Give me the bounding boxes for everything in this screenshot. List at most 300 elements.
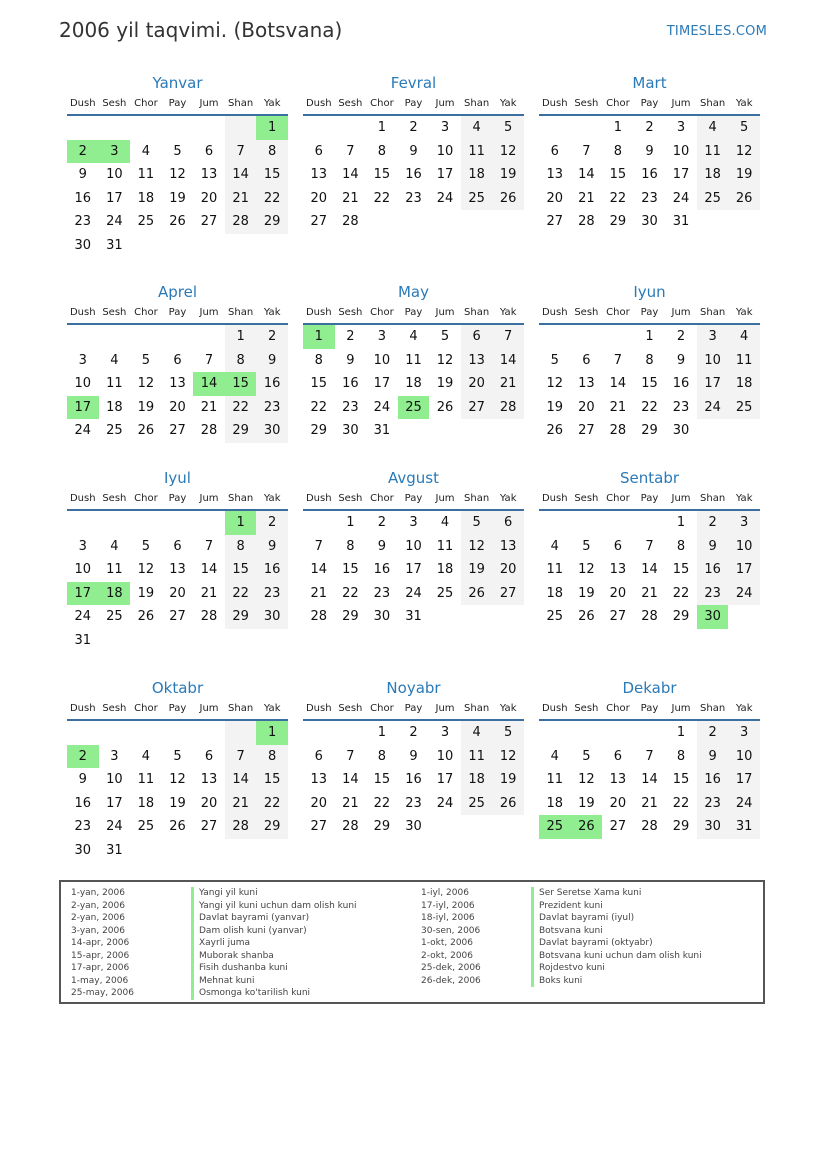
empty-cell (634, 511, 666, 535)
day-cell: 16 (697, 768, 729, 792)
empty-cell (193, 325, 225, 349)
page-title: 2006 yil taqvimi. (Botsvana) (59, 18, 343, 42)
day-cell: 8 (613, 143, 623, 159)
day-cell: 25 (728, 396, 760, 420)
weekday-label: Shan (464, 493, 490, 504)
day-cell: 19 (169, 795, 186, 811)
week-row (67, 187, 288, 211)
day-cell: 6 (492, 511, 524, 535)
day-cell: 31 (373, 423, 391, 439)
weekday-header (67, 489, 288, 511)
empty-cell (99, 629, 131, 653)
day-cell: 1 (225, 325, 257, 349)
day-cell: 9 (409, 748, 418, 764)
day-cell: 25 (137, 819, 155, 835)
day-cell: 30 (697, 815, 729, 839)
empty-cell (67, 325, 99, 349)
weekday-label: Pay (404, 703, 423, 714)
month-name: Iyun (633, 283, 666, 301)
day-cell: 3 (409, 515, 418, 530)
empty-cell (162, 325, 194, 349)
day-cell: 15 (672, 562, 690, 578)
legend-date: 2-okt, 2006 (421, 950, 474, 961)
day-cell: 20 (609, 795, 627, 811)
day-cell: 18 (99, 582, 131, 606)
day-cell: 29 (256, 815, 288, 839)
empty-cell (67, 116, 99, 140)
day-cell: 13 (609, 772, 627, 788)
month-name: May (397, 283, 429, 301)
day-cell: 5 (582, 538, 591, 554)
day-cell: 11 (461, 140, 493, 164)
week-row (303, 163, 524, 187)
day-cell: 21 (225, 792, 257, 816)
week-row (303, 815, 524, 839)
day-cell: 23 (672, 399, 690, 415)
legend-holiday-name: Dam olish kuni (yanvar) (191, 925, 357, 938)
day-cell: 13 (578, 376, 595, 392)
day-cell: 29 (672, 609, 690, 625)
day-cell: 6 (204, 748, 214, 764)
day-cell: 19 (728, 163, 760, 187)
day-cell: 24 (74, 423, 92, 439)
weekday-label: Dush (305, 703, 332, 714)
day-cell: 26 (578, 609, 595, 625)
day-cell: 11 (137, 167, 155, 183)
week-row (539, 325, 760, 349)
day-cell: 26 (137, 609, 155, 625)
week-row (303, 349, 524, 373)
day-cell: 21 (609, 399, 627, 415)
day-cell: 1 (613, 120, 623, 135)
month-name: Sentabr (619, 469, 680, 487)
day-cell: 3 (728, 721, 760, 745)
month-oktabr (67, 677, 288, 863)
day-cell: 23 (74, 214, 92, 230)
day-cell: 23 (373, 585, 391, 601)
day-cell: 19 (436, 376, 454, 392)
day-cell: 13 (310, 167, 328, 183)
day-cell: 28 (492, 396, 524, 420)
day-cell: 18 (137, 795, 155, 811)
day-cell: 15 (225, 558, 257, 582)
day-cell: 16 (74, 795, 92, 811)
day-cell: 18 (461, 768, 493, 792)
empty-cell (398, 210, 430, 234)
month-dekabr (539, 677, 760, 839)
day-cell: 5 (728, 116, 760, 140)
day-cell: 6 (582, 352, 591, 368)
day-cell: 20 (578, 399, 595, 415)
day-cell: 11 (106, 562, 123, 578)
empty-cell (492, 419, 524, 443)
empty-cell (193, 234, 225, 258)
day-cell: 6 (204, 143, 214, 159)
day-cell: 4 (550, 538, 559, 554)
empty-cell (130, 721, 162, 745)
day-cell: 9 (78, 167, 87, 183)
empty-cell (539, 721, 571, 745)
week-row (539, 558, 760, 582)
empty-cell (728, 605, 760, 629)
week-row (67, 745, 288, 769)
brand-link[interactable]: TIMESLES.COM (666, 24, 767, 39)
day-cell: 21 (342, 190, 359, 206)
day-cell: 19 (169, 190, 186, 206)
weekday-label: Pay (404, 493, 423, 504)
day-cell: 22 (672, 585, 690, 601)
empty-cell (429, 605, 461, 629)
legend-date: 25-dek, 2006 (421, 963, 481, 973)
week-row (303, 558, 524, 582)
day-cell: 24 (106, 214, 123, 230)
weekday-label: Yak (499, 307, 517, 318)
day-cell: 27 (310, 214, 328, 230)
month-name: Dekabr (622, 679, 677, 697)
day-cell: 15 (310, 376, 328, 392)
day-cell: 20 (310, 190, 328, 206)
weekday-label: Yak (735, 493, 753, 504)
day-cell: 2 (67, 140, 99, 164)
day-cell: 14 (609, 376, 627, 392)
day-cell: 14 (193, 372, 225, 396)
week-row (67, 721, 288, 745)
empty-cell (225, 721, 257, 745)
day-cell: 6 (314, 143, 323, 159)
month-name: Noyabr (386, 679, 441, 697)
weekday-label: Sesh (574, 307, 599, 318)
week-row (539, 605, 760, 629)
day-cell: 4 (550, 748, 559, 764)
weekday-header (303, 94, 524, 116)
month-yanvar (67, 72, 288, 258)
empty-cell (225, 839, 257, 863)
day-cell: 21 (225, 187, 257, 211)
day-cell: 16 (256, 558, 288, 582)
day-cell: 19 (137, 399, 155, 415)
day-cell: 20 (169, 585, 186, 601)
day-cell: 19 (578, 795, 595, 811)
day-cell: 25 (461, 187, 493, 211)
weekday-label: Dush (69, 493, 96, 504)
week-row (67, 140, 288, 164)
day-cell: 25 (539, 815, 571, 839)
day-cell: 15 (256, 768, 288, 792)
week-row (67, 629, 288, 653)
empty-cell (539, 116, 571, 140)
week-row (539, 372, 760, 396)
day-cell: 17 (672, 167, 690, 183)
week-row (303, 582, 524, 606)
day-cell: 3 (377, 329, 387, 344)
day-cell: 5 (461, 511, 493, 535)
legend-dates-left (71, 887, 134, 1000)
day-cell: 28 (578, 214, 595, 230)
weekday-label: Jum (671, 98, 691, 109)
day-cell: 14 (641, 562, 658, 578)
day-cell: 26 (137, 423, 155, 439)
day-cell: 9 (346, 352, 355, 368)
weekday-label: Dush (305, 307, 332, 318)
weekday-header (303, 489, 524, 511)
week-row (539, 210, 760, 234)
day-cell: 7 (346, 143, 355, 159)
weekday-header (539, 303, 760, 325)
week-row (67, 768, 288, 792)
day-cell: 24 (672, 190, 690, 206)
weekday-header (67, 303, 288, 325)
day-cell: 5 (492, 721, 524, 745)
day-cell: 21 (200, 585, 218, 601)
day-cell: 5 (440, 329, 450, 344)
empty-cell (602, 511, 634, 535)
month-may (303, 281, 524, 443)
day-cell: 16 (373, 562, 391, 578)
weekday-label: Dush (541, 307, 568, 318)
weekday-label: Sesh (102, 493, 127, 504)
empty-cell (461, 419, 493, 443)
day-cell: 7 (645, 538, 654, 554)
empty-cell (697, 419, 729, 443)
day-cell: 24 (728, 792, 760, 816)
day-cell: 14 (342, 167, 359, 183)
holiday-legend (59, 880, 765, 1004)
day-cell: 23 (256, 582, 288, 606)
day-cell: 23 (405, 190, 422, 206)
day-cell: 8 (314, 352, 323, 368)
day-cell: 17 (728, 768, 760, 792)
empty-cell (193, 721, 225, 745)
week-row (303, 116, 524, 140)
day-cell: 11 (546, 772, 564, 788)
empty-cell (571, 116, 603, 140)
day-cell: 15 (609, 167, 627, 183)
weekday-label: Dush (541, 98, 568, 109)
day-cell: 15 (373, 772, 391, 788)
day-cell: 10 (405, 538, 422, 554)
weekday-label: Jum (435, 703, 455, 714)
day-cell: 1 (676, 725, 686, 740)
empty-cell (193, 511, 225, 535)
day-cell: 12 (492, 140, 524, 164)
weekday-label: Chor (134, 307, 158, 318)
weekday-label: Yak (499, 703, 517, 714)
day-cell: 25 (436, 585, 454, 601)
empty-cell (162, 721, 194, 745)
weekday-label: Jum (671, 703, 691, 714)
day-cell: 22 (641, 399, 658, 415)
day-cell: 24 (106, 819, 123, 835)
day-cell: 20 (200, 190, 218, 206)
month-name: Yanvar (152, 74, 203, 92)
day-cell: 11 (106, 376, 123, 392)
weekday-label: Dush (541, 703, 568, 714)
day-cell: 28 (641, 609, 658, 625)
day-cell: 19 (461, 558, 493, 582)
day-cell: 7 (225, 140, 257, 164)
day-cell: 12 (436, 352, 454, 368)
day-cell: 23 (697, 792, 729, 816)
day-cell: 14 (641, 772, 658, 788)
day-cell: 27 (492, 582, 524, 606)
empty-cell (130, 234, 162, 258)
day-cell: 17 (106, 795, 123, 811)
day-cell: 2 (697, 721, 729, 745)
weekday-label: Yak (263, 493, 281, 504)
legend-holiday-name: Davlat bayrami (yanvar) (191, 912, 357, 925)
empty-cell (67, 511, 99, 535)
day-cell: 7 (346, 748, 355, 764)
legend-date: 14-apr, 2006 (71, 938, 130, 948)
day-cell: 28 (310, 609, 328, 625)
day-cell: 27 (461, 396, 493, 420)
day-cell: 13 (461, 349, 493, 373)
weekday-label: Chor (606, 703, 630, 714)
weekday-label: Shan (700, 493, 726, 504)
day-cell: 17 (728, 558, 760, 582)
empty-cell (539, 325, 571, 349)
day-cell: 7 (204, 352, 214, 368)
week-row (303, 745, 524, 769)
empty-cell (461, 815, 493, 839)
weekday-label: Sesh (338, 98, 363, 109)
day-cell: 16 (256, 372, 288, 396)
day-cell: 1 (377, 120, 387, 135)
day-cell: 29 (256, 210, 288, 234)
weekday-label: Chor (606, 493, 630, 504)
empty-cell (634, 721, 666, 745)
day-cell: 27 (609, 609, 627, 625)
day-cell: 9 (697, 745, 729, 769)
weekday-label: Shan (700, 98, 726, 109)
day-cell: 24 (436, 190, 454, 206)
day-cell: 16 (672, 376, 690, 392)
weekday-label: Yak (263, 703, 281, 714)
day-cell: 12 (137, 376, 155, 392)
week-row (539, 140, 760, 164)
day-cell: 3 (440, 120, 450, 135)
day-cell: 12 (578, 562, 595, 578)
day-cell: 8 (377, 748, 387, 764)
day-cell: 13 (169, 376, 186, 392)
day-cell: 5 (141, 538, 151, 554)
day-cell: 8 (645, 352, 654, 368)
day-cell: 14 (492, 349, 524, 373)
day-cell: 12 (578, 772, 595, 788)
week-row (67, 535, 288, 559)
day-cell: 2 (256, 325, 288, 349)
legend-date: 15-apr, 2006 (71, 950, 130, 961)
weekday-header (539, 489, 760, 511)
day-cell: 3 (99, 140, 131, 164)
legend-date: 1-yan, 2006 (71, 888, 125, 898)
empty-cell (162, 234, 194, 258)
day-cell: 13 (492, 535, 524, 559)
day-cell: 22 (256, 792, 288, 816)
day-cell: 17 (436, 167, 454, 183)
weekday-label: Sesh (574, 98, 599, 109)
day-cell: 25 (106, 423, 123, 439)
month-noyabr (303, 677, 524, 839)
legend-date: 30-sen, 2006 (421, 925, 481, 936)
day-cell: 8 (377, 143, 387, 159)
day-cell: 24 (697, 396, 729, 420)
day-cell: 29 (609, 214, 627, 230)
empty-cell (225, 629, 257, 653)
week-row (539, 721, 760, 745)
legend-holiday-name: Prezident kuni (531, 900, 702, 913)
week-row (303, 140, 524, 164)
empty-cell (162, 511, 194, 535)
month-name: Oktabr (151, 679, 204, 697)
day-cell: 26 (436, 399, 454, 415)
day-cell: 2 (377, 515, 387, 530)
legend-date: 17-apr, 2006 (71, 963, 130, 973)
day-cell: 22 (609, 190, 627, 206)
empty-cell (130, 116, 162, 140)
weekday-label: Pay (640, 703, 659, 714)
weekday-label: Chor (370, 307, 394, 318)
day-cell: 29 (225, 605, 257, 629)
day-cell: 5 (492, 116, 524, 140)
day-cell: 27 (609, 819, 627, 835)
weekday-label: Pay (168, 493, 187, 504)
day-cell: 29 (672, 819, 690, 835)
weekday-label: Shan (228, 703, 254, 714)
weekday-header (67, 94, 288, 116)
weekday-label: Sesh (102, 307, 127, 318)
week-row (67, 396, 288, 420)
day-cell: 2 (409, 120, 418, 135)
day-cell: 9 (256, 349, 288, 373)
day-cell: 1 (303, 325, 335, 349)
day-cell: 25 (697, 187, 729, 211)
day-cell: 5 (582, 748, 591, 764)
day-cell: 28 (342, 819, 359, 835)
day-cell: 30 (342, 423, 359, 439)
day-cell: 27 (169, 609, 186, 625)
day-cell: 5 (141, 352, 151, 368)
day-cell: 15 (256, 163, 288, 187)
day-cell: 16 (697, 558, 729, 582)
legend-holiday-name: Botsvana kuni uchun dam olish kuni (531, 950, 702, 963)
day-cell: 18 (728, 372, 760, 396)
day-cell: 1 (377, 725, 387, 740)
day-cell: 21 (342, 795, 359, 811)
day-cell: 1 (256, 721, 288, 745)
day-cell: 8 (256, 745, 288, 769)
week-row (67, 839, 288, 863)
legend-holiday-name: Botsvana kuni (531, 925, 702, 938)
week-row (67, 419, 288, 443)
week-row (303, 535, 524, 559)
day-cell: 11 (405, 352, 422, 368)
day-cell: 6 (314, 748, 323, 764)
legend-names-right (531, 887, 702, 987)
day-cell: 30 (697, 605, 729, 629)
day-cell: 31 (405, 609, 422, 625)
day-cell: 3 (728, 511, 760, 535)
day-cell: 18 (405, 376, 422, 392)
day-cell: 10 (74, 562, 92, 578)
month-fevral (303, 72, 524, 234)
legend-names-left (191, 887, 357, 1000)
day-cell: 18 (546, 795, 564, 811)
day-cell: 29 (225, 419, 257, 443)
weekday-label: Pay (640, 493, 659, 504)
legend-date: 3-yan, 2006 (71, 925, 125, 936)
weekday-label: Shan (228, 493, 254, 504)
